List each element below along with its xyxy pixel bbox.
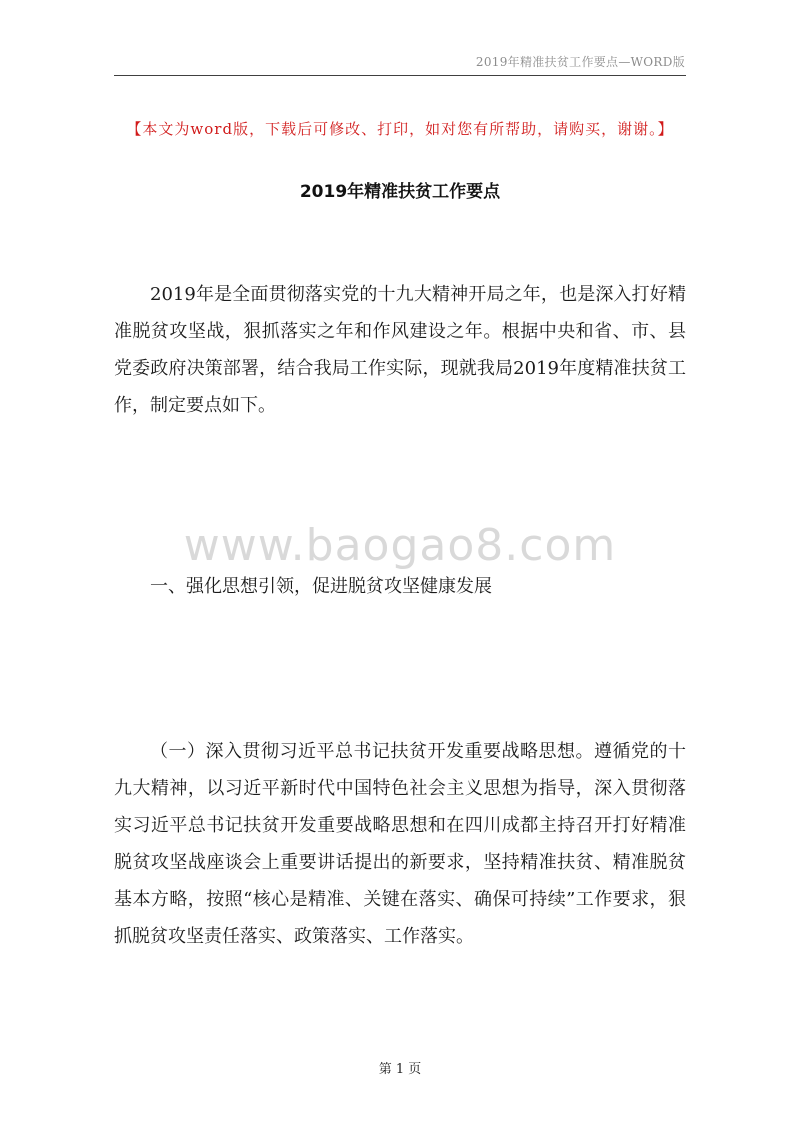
watermark: www.baogao8.com: [183, 520, 617, 571]
running-header: 2019年精准扶贫工作要点—WORD版: [475, 55, 685, 69]
header-rule: [114, 75, 686, 76]
document-title: 2019年精准扶贫工作要点: [299, 182, 501, 202]
intro-paragraph: 2019年是全面贯彻落实党的十九大精神开局之年，也是深入打好精准脱贫攻坚战，狠抓落实之年和作风建设之年。根据中央和省、市、县党委政府决策部署，结合我局工作实际，现就我局2019年度精准扶贫工作，制定要点如下。: [114, 284, 686, 416]
purchase-notice: 【本文为word版，下载后可修改、打印，如对您有所帮助，请购买，谢谢。】: [126, 120, 674, 138]
page-number: 第 1 页: [378, 1062, 422, 1077]
section-heading: 一、强化思想引领，促进脱贫攻坚健康发展: [150, 576, 492, 597]
item-paragraph: （一）深入贯彻习近平总书记扶贫开发重要战略思想。遵循党的十九大精神，以习近平新时代中国特色社会主义思想为指导，深入贯彻落实习近平总书记扶贫开发重要战略思想和在四川成都主持召开打好精准脱贫攻坚战座谈会上重要讲话提出的新要求，坚持精准扶贫、精准脱贫基本方略，按照“核心是精准、关键在落实、确保可持续”工作要求，狠抓脱贫攻坚责任落实、政策落实、工作落实。: [114, 741, 686, 947]
